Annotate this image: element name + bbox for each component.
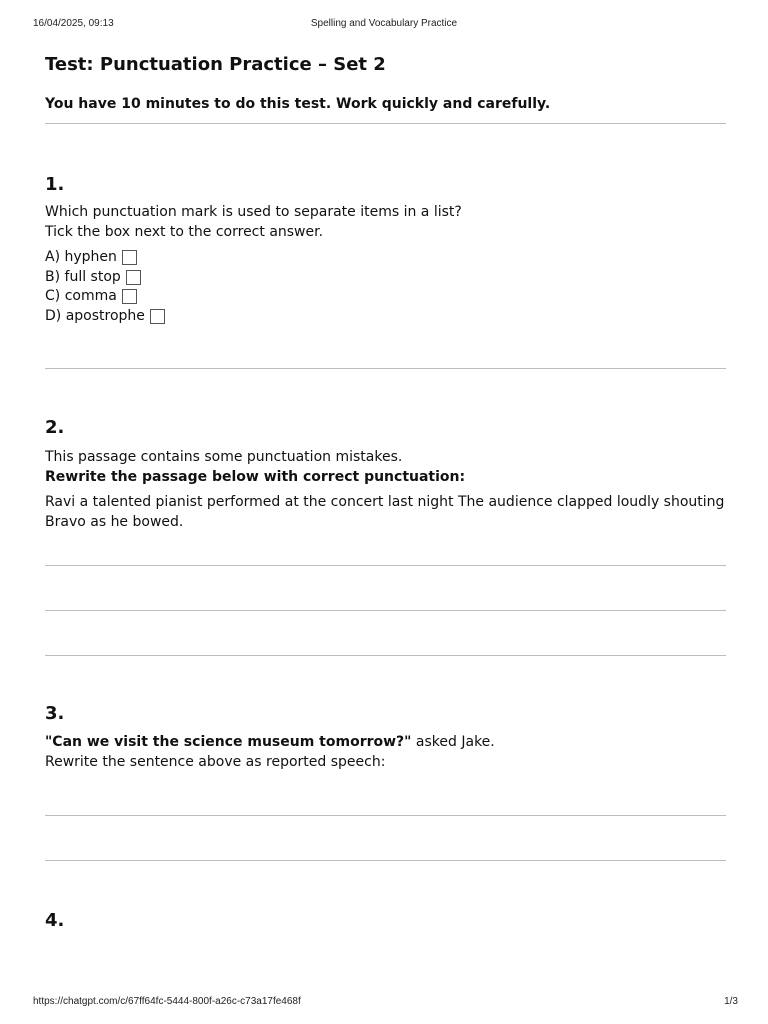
print-page-number: 1/3	[724, 996, 738, 1007]
option-c	[45, 287, 726, 307]
option-a-checkbox[interactable]	[122, 250, 137, 265]
answer-line[interactable]	[45, 815, 726, 816]
test-intro: You have 10 minutes to do this test. Work quickly and carefully.	[45, 96, 551, 112]
answer-line[interactable]	[45, 860, 726, 861]
print-datetime: 16/04/2025, 09:13	[33, 18, 114, 29]
question-2-instruction: Rewrite the passage below with correct punctuation:	[45, 468, 466, 485]
option-b	[45, 268, 726, 288]
question-2-text: This passage contains some punctuation mistakes.	[45, 449, 403, 465]
print-footer	[0, 996, 768, 1010]
answer-line[interactable]	[45, 565, 726, 566]
question-3-quote: "Can we visit the science museum tomorrow?"	[45, 734, 412, 750]
question-3-instruction: Rewrite the sentence above as reported speech:	[45, 753, 386, 770]
test-title: Test: Punctuation Practice – Set 2	[45, 54, 386, 75]
option-d-label: D) apostrophe	[45, 307, 145, 324]
question-3-speaker: asked Jake.	[411, 734, 495, 750]
option-b-label: B) full stop	[45, 268, 121, 285]
option-d-checkbox[interactable]	[150, 309, 165, 324]
option-b-checkbox[interactable]	[126, 270, 141, 285]
question-number-2: 2.	[45, 417, 65, 438]
option-c-checkbox[interactable]	[122, 289, 137, 304]
print-page-title: Spelling and Vocabulary Practice	[310, 18, 458, 29]
answer-line[interactable]	[45, 610, 726, 611]
question-1-instruction: Tick the box next to the correct answer.	[45, 223, 324, 240]
test-content	[45, 52, 726, 933]
question-1-options	[45, 248, 726, 326]
divider	[45, 123, 726, 124]
option-a	[45, 248, 726, 268]
question-number-3: 3.	[45, 703, 65, 724]
print-url: https://chatgpt.com/c/67ff64fc-5444-800f-a26c-c73a17fe468f	[33, 996, 301, 1007]
answer-line[interactable]	[45, 655, 726, 656]
option-c-label: C) comma	[45, 288, 117, 304]
question-3-sentence	[45, 733, 726, 753]
question-number-1: 1.	[45, 174, 65, 195]
question-1-text: Which punctuation mark is used to separate items in a list?	[45, 204, 462, 220]
print-header	[0, 18, 768, 32]
option-d	[45, 307, 726, 327]
question-number-4: 4.	[45, 910, 65, 931]
option-a-label: A) hyphen	[45, 249, 117, 265]
question-2-passage: Ravi a talented pianist performed at the concert last night The audience clapped loudly shouting Bravo as he bowed.	[45, 494, 725, 530]
divider	[45, 368, 726, 369]
